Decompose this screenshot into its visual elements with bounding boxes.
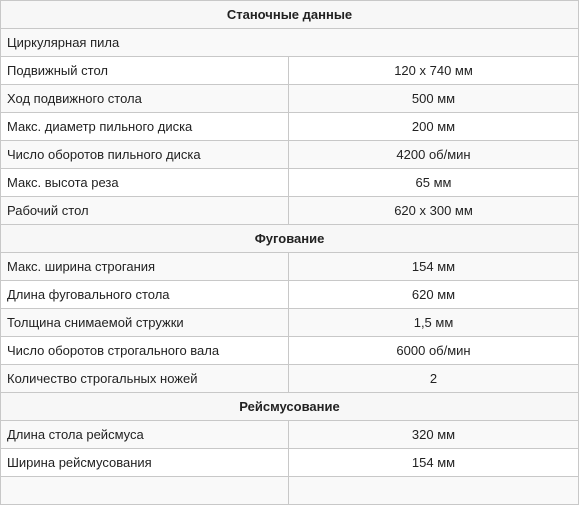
- spec-value: 154 мм: [289, 253, 579, 281]
- section-title: Рейсмусование: [1, 393, 579, 421]
- spec-value: 620 x 300 мм: [289, 197, 579, 225]
- table-row: [1, 253, 579, 281]
- spec-label: Циркулярная пила: [1, 29, 579, 57]
- spec-label: Макс. диаметр пильного диска: [1, 113, 289, 141]
- spec-label: Число оборотов строгального вала: [1, 337, 289, 365]
- spec-value: 500 мм: [289, 85, 579, 113]
- spec-label: Ширина рейсмусования: [1, 449, 289, 477]
- spec-value: 154 мм: [289, 449, 579, 477]
- spec-label: Число оборотов пильного диска: [1, 141, 289, 169]
- table-row: [1, 477, 579, 505]
- spec-label: Ход подвижного стола: [1, 85, 289, 113]
- table-row: [1, 141, 579, 169]
- table-row: [1, 421, 579, 449]
- table-row: [1, 197, 579, 225]
- table-row: [1, 337, 579, 365]
- section-header-row: [1, 393, 579, 421]
- spec-label: Подвижный стол: [1, 57, 289, 85]
- spec-label: Макс. ширина строгания: [1, 253, 289, 281]
- section-header-row: [1, 1, 579, 29]
- spec-label: Макс. высота реза: [1, 169, 289, 197]
- table-row: [1, 309, 579, 337]
- spec-value: 320 мм: [289, 421, 579, 449]
- spec-value: 2: [289, 365, 579, 393]
- table-row: [1, 85, 579, 113]
- section-title: Станочные данные: [1, 1, 579, 29]
- table-row: [1, 57, 579, 85]
- table-row: [1, 281, 579, 309]
- spec-label: Толщина снимаемой стружки: [1, 309, 289, 337]
- section-header-row: [1, 225, 579, 253]
- spec-value: 620 мм: [289, 281, 579, 309]
- specs-table-body: [1, 1, 579, 505]
- table-row: [1, 449, 579, 477]
- spec-value: 200 мм: [289, 113, 579, 141]
- spec-value: 1,5 мм: [289, 309, 579, 337]
- table-row: [1, 29, 579, 57]
- spec-label: Рабочий стол: [1, 197, 289, 225]
- spec-label: [1, 477, 289, 505]
- spec-value: 65 мм: [289, 169, 579, 197]
- spec-label: Длина стола рейсмуса: [1, 421, 289, 449]
- section-title: Фугование: [1, 225, 579, 253]
- spec-value: 6000 об/мин: [289, 337, 579, 365]
- spec-value: 4200 об/мин: [289, 141, 579, 169]
- spec-label: Длина фуговального стола: [1, 281, 289, 309]
- table-row: [1, 365, 579, 393]
- table-row: [1, 113, 579, 141]
- spec-value: [289, 477, 579, 505]
- spec-label: Количество строгальных ножей: [1, 365, 289, 393]
- spec-value: 120 x 740 мм: [289, 57, 579, 85]
- table-row: [1, 169, 579, 197]
